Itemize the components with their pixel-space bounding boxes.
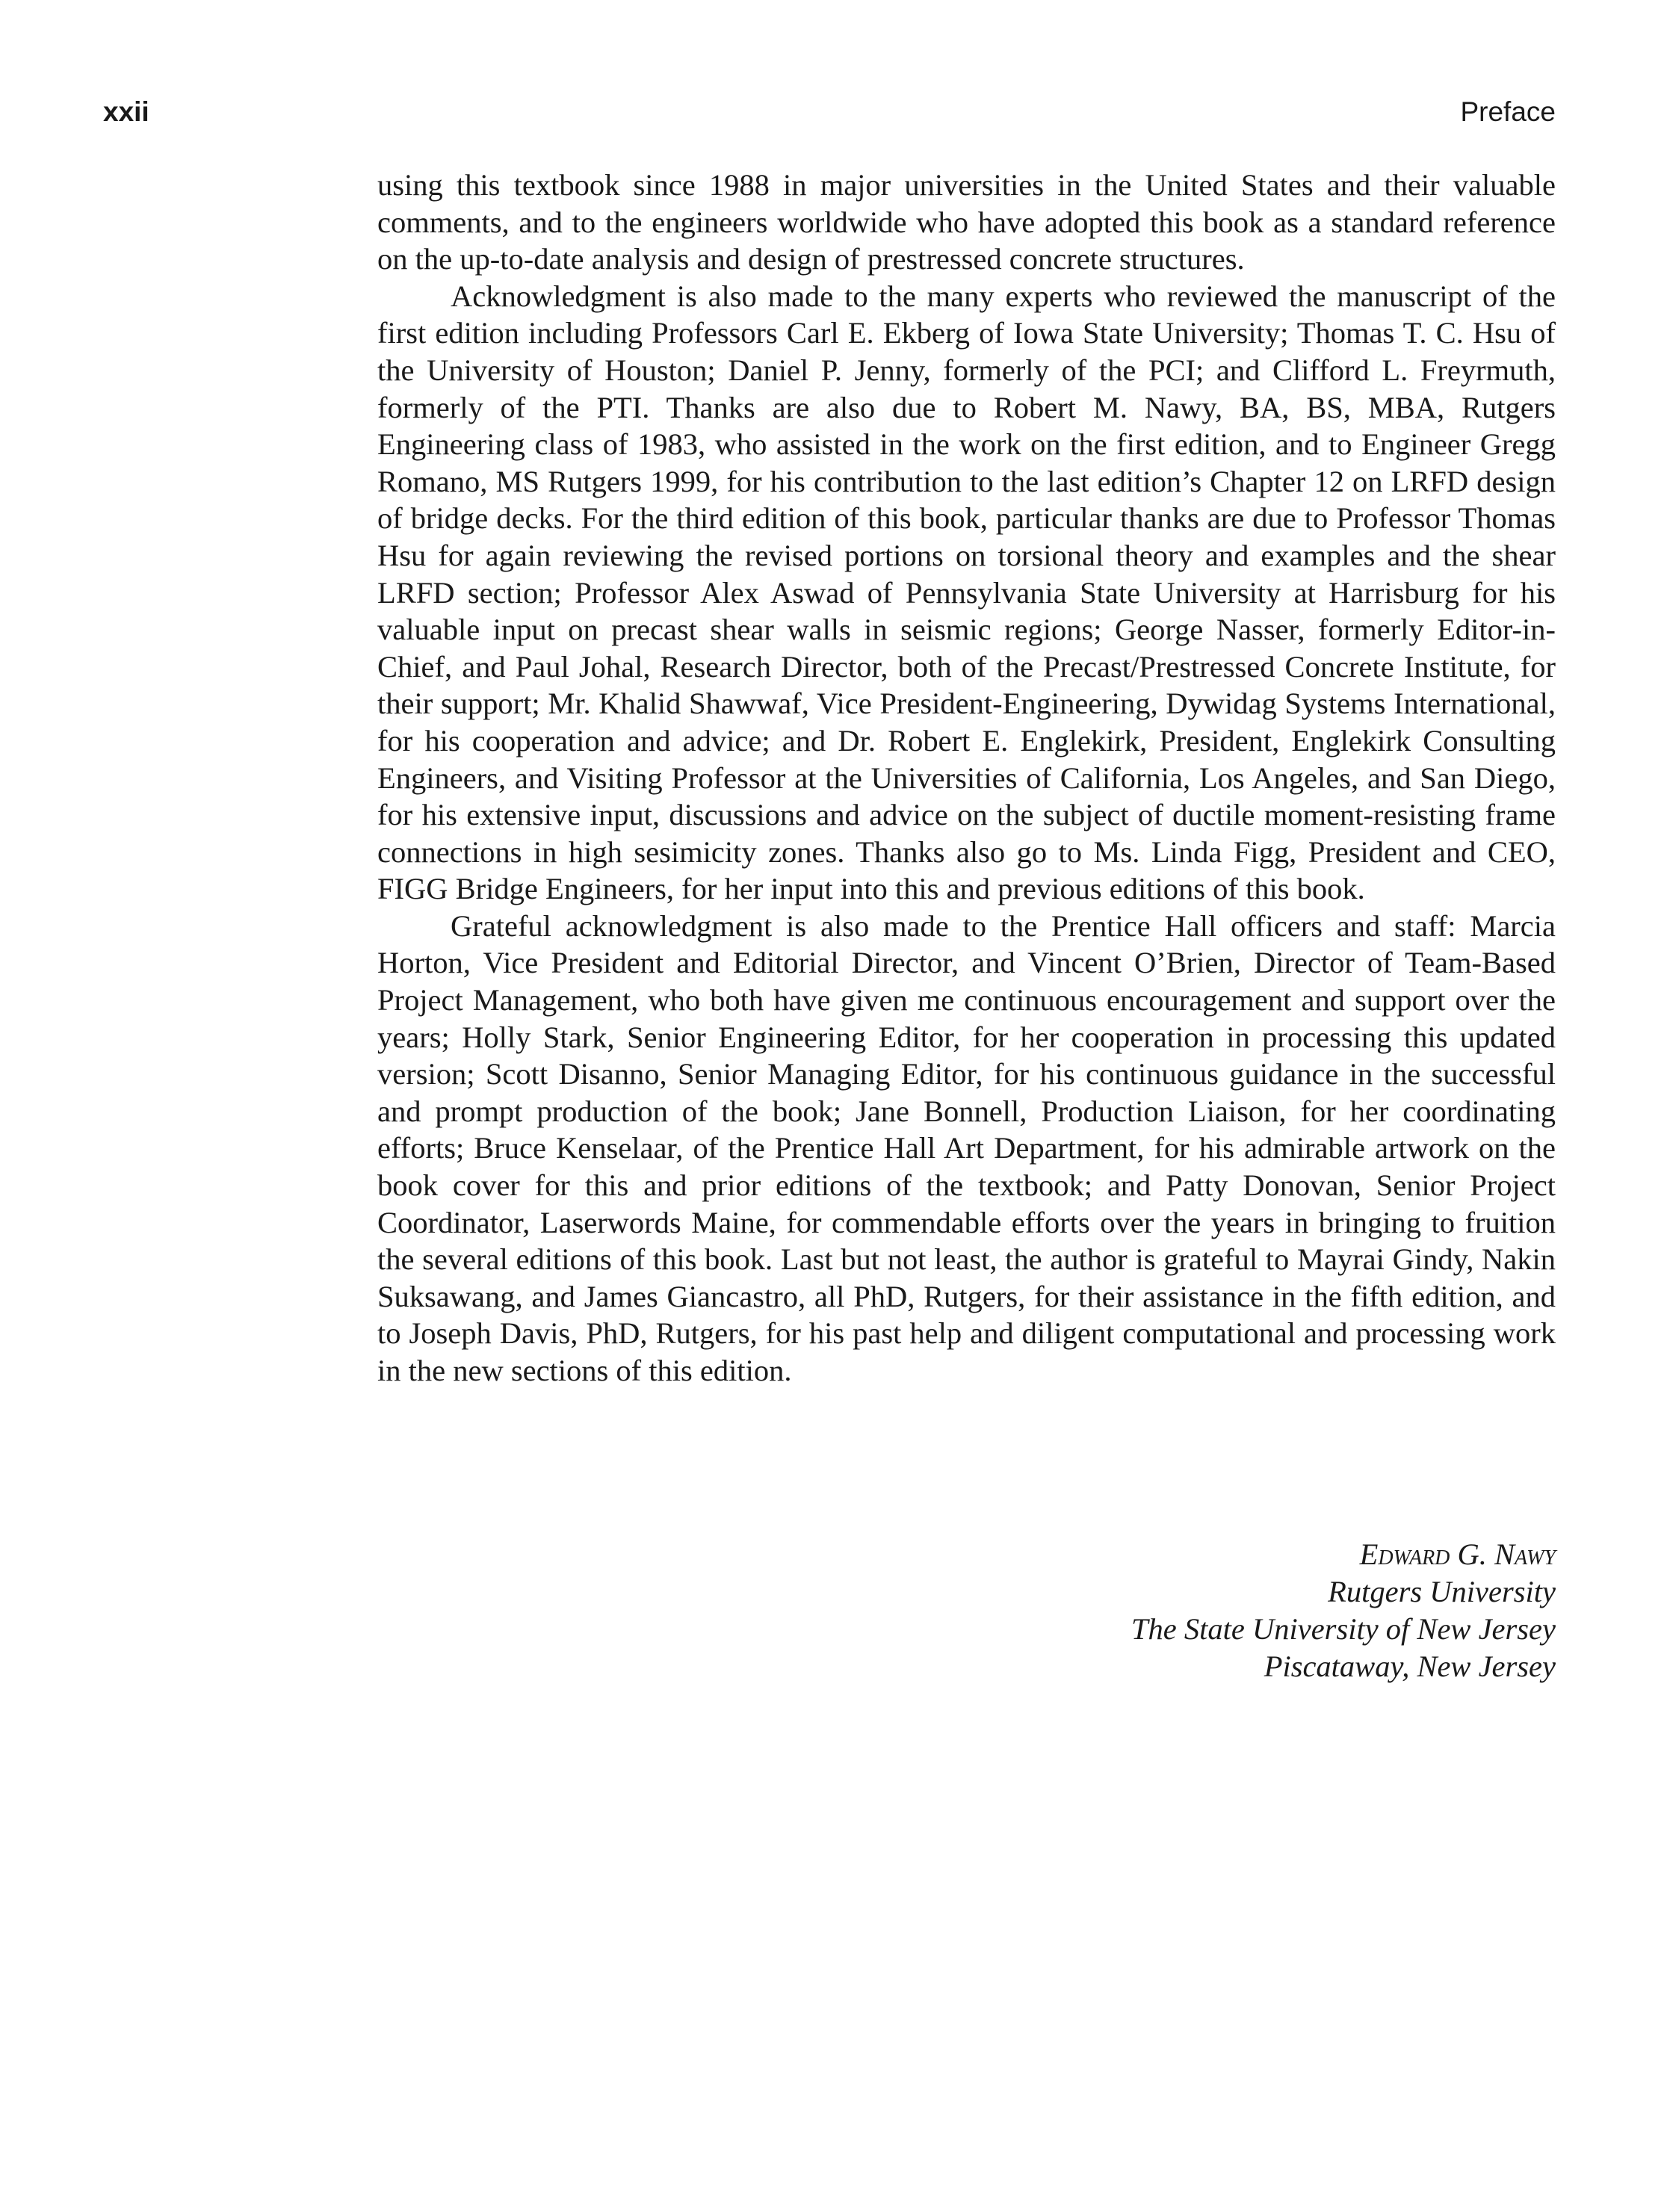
author-institution: Rutgers University [1328,1575,1556,1608]
running-head [0,91,1664,133]
author-university: The State University of New Jersey [1131,1612,1556,1646]
running-section-title: Preface [1460,96,1556,127]
paragraph-acknowledgment-reviewers: Acknowledgment is also made to the many experts who reviewed the manuscript of the first edition including Professors Carl E. Ekberg of Iowa State University; Thomas T. C. Hsu of the University of Houston; Daniel P. Jenny, formerly of the PCI; and Clifford L. Freyrmuth, formerly of the PTI. Thanks are also due to Robert M. Nawy, BA, BS, MBA, Rutgers Engineering class of 1983, who assisted in the work on the first edition, and to Engineer Gregg Romano, MS Rutgers 1999, for his contribution to the last edition’s Chapter 12 on LRFD design of bridge decks. For the third edition of this book, particular thanks are due to Professor Thomas Hsu for again reviewing the revised portions on torsional theory and examples and the shear LRFD section; Professor Alex Aswad of Pennsylvania State University at Harrisburg for his valuable input on precast shear walls in seismic regions; George Nasser, formerly Editor-in-Chief, and Paul Johal, Research Director, both of the Precast/Prestressed Concrete Institute, for their support; Mr. Khalid Shawwaf, Vice President-Engineering, Dywidag Systems International, for his cooperation and advice; and Dr. Robert E. Englekirk, President, Englekirk Consulting Engineers, and Visiting Professor at the Universities of California, Los Angeles, and San Diego, for his extensive input, discussions and advice on the subject of ductile moment-resisting frame connections in high sesimicity zones. Thanks also go to Ms. Linda Figg, President and CEO, FIGG Bridge Engineers, for her input into this and previous editions of this book. [377,279,1556,906]
paragraph-acknowledgment-publisher: Grateful acknowledgment is also made to the Prentice Hall officers and staff: Marcia Horton, Vice President and Editorial Director, and Vincent O’Brien, Director of Team-Based Project Management, who both have given me continuous encouragement and support over the years; Holly Stark, Senior Engineering Editor, for her cooperation in processing this updated version; Scott Disanno, Senior Managing Editor, for his continuous guidance in the successful and prompt production of the book; Jane Bonnell, Production Liaison, for her coordinating efforts; Bruce Kenselaar, of the Prentice Hall Art Department, for his admirable artwork on the book cover for this and prior editions of the textbook; and Patty Donovan, Senior Project Coordinator, Laserwords Maine, for commendable efforts over the years in bringing to fruition the several editions of this book. Last but not least, the author is grateful to Mayrai Gindy, Nakin Suksawang, and James Giancastro, all PhD, Rutgers, for their assistance in the fifth edition, and to Joseph Davis, PhD, Rutgers, for his past help and diligent computational and processing work in the new sections of this edition. [377,908,1556,1387]
page-number: xxii [103,96,149,127]
preface-body [377,167,1556,1390]
author-name: Edward G. Nawy [1359,1537,1556,1571]
author-signature-block [1131,1536,1556,1685]
author-location: Piscataway, New Jersey [1264,1649,1556,1683]
paragraph-continuation: using this textbook since 1988 in major universities in the United States and their valuable comments, and to the engineers worldwide who have adopted this book as a standard reference on the up-to-date analysis and design of prestressed concrete structures. [377,168,1556,276]
